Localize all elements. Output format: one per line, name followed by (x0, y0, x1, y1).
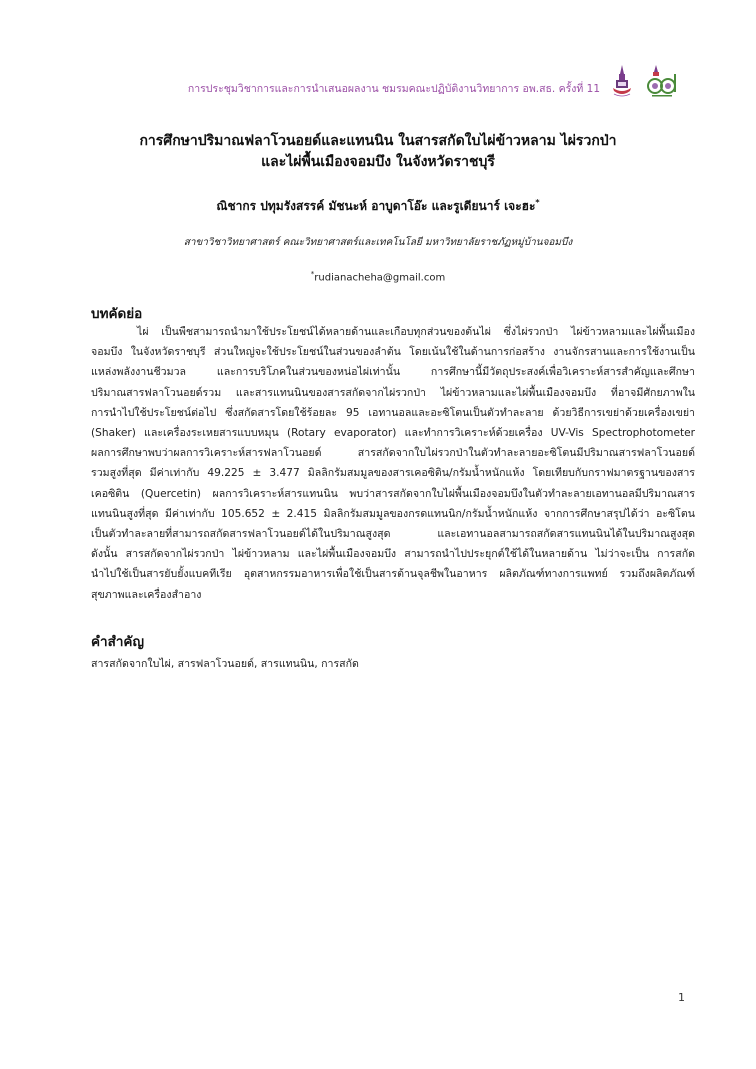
corresponding-author-mark: * (535, 198, 540, 207)
abstract-line: จอมบึง ในจังหวัดราชบุรี ส่วนใหญ่จะใช้ประโยชน์ในส่วนของลำต้น โดยเน้นใช้ในด้านการก่อสร้าง งานจักรสานและการใช้งานเป็น (91, 346, 695, 359)
rspg-anniversary-logo (646, 64, 674, 100)
title-line-1: การศึกษาปริมาณฟลาโวนอยด์และแทนนิน ในสารสกัดใบไผ่ข้าวหลาม ไผ่รวกป่า (139, 133, 617, 149)
abstract-line: สุขภาพและเครื่องสำอาง (91, 588, 202, 601)
affiliation: สาขาวิชาวิทยาศาสตร์ คณะวิทยาศาสตร์และเทคโนโลยี มหาวิทยาลัยราชภัฏหมู่บ้านจอมบึง (183, 237, 573, 248)
abstract-line: เป็นตัวทำละลายที่สามารถสกัดสารฟลาโวนอยด์ได้ในปริมาณสูงสุด และเอทานอลสามารถสกัดสารแทนนินได้ในปริมาณสูงสุด (91, 528, 695, 541)
page-number: 1 (678, 991, 685, 1004)
author-list (0, 197, 756, 216)
paper-title (0, 131, 756, 173)
abstract-line: การนำไปใช้ประโยชน์ต่อไป ซึ่งสกัดสารโดยใช้ร้อยละ 95 เอทานอลและอะซิโตนเป็นตัวทำละลาย ด้วยวิธีการเขย่าด้วยเครื่องเขย่า (91, 406, 695, 419)
abstract-heading: บทคัดย่อ (91, 306, 143, 322)
abstract-body (91, 322, 695, 605)
abstract-line: แหล่งพลังงานชีวมวล และการบริโภคในส่วนของหน่อไผ่เท่านั้น การศึกษานี้มีวัตถุประสงค์เพื่อวิเคราะห์สารสำคัญและศึกษา (91, 366, 695, 379)
email-address[interactable]: rudianacheha@gmail.com (314, 272, 446, 284)
abstract-line: ไผ่ เป็นพืชสามารถนำมาใช้ประโยชน์ได้หลายด้านและเกือบทุกส่วนของต้นไผ่ ซึ่งไผ่รวกป่า ไผ่ข้าวหลามและไผ่พื้นเมือง (137, 326, 695, 338)
abstract-line: (Shaker) และเครื่องระเหยสารแบบหมุน (Rotary evaporator) และทำการวิเคราะห์ด้วยเครื่อง UV-Vis Spectrophotometer (91, 427, 695, 440)
authors-text: ณิชากร ปทุมรังสรรค์ มัชนะห์ อาบูดาโอ๊ะ และรูเดียนาร์ เจะฮะ (216, 199, 536, 213)
abstract-line: ผลการศึกษาพบว่าผลการวิเคราะห์สารฟลาโวนอยด์ สารสกัดจากใบไผ่รวกป่าในตัวทำละลายอะซิโตนมีปริมาณสารฟลาโวนอยด์ (91, 447, 695, 460)
abstract-line: ปริมาณสารฟลาโวนอยด์รวม และสารแทนนินของสารสกัดจากไผ่รวกป่า ไผ่ข้าวหลามและไผ่พื้นเมืองจอมบึง ที่อาจมีศักยภาพใน (91, 386, 695, 399)
keywords-text: สารสกัดจากใบไผ่, สารฟลาโวนอยด์, สารแทนนิน, การสกัด (91, 658, 359, 670)
abstract-line: ดังนั้น สารสกัดจากไผ่รวกป่า ไผ่ข้าวหลาม และไผ่พื้นเมืองจอมบึง สามารถนำไปประยุกต์ใช้ได้ในหลายด้าน ไม่ว่าจะเป็น การสกัด (91, 548, 695, 561)
keywords-heading: คำสำคัญ (91, 634, 144, 650)
abstract-line: รวมสูงที่สุด มีค่าเท่ากับ 49.225 ± 3.477 มิลลิกรัมสมมูลของสารเคอซิติน/กรัมน้ำหนักแห้ง โดยเทียบกับกราฟมาตรฐานของสาร (91, 467, 695, 480)
title-line-2: และไผ่พื้นเมืองจอมบึง ในจังหวัดราชบุรี (261, 154, 495, 170)
contact-email (0, 270, 756, 283)
abstract-line: เคอซิติน (Quercetin) ผลการวิเคราะห์สารแทนนิน พบว่าสารสกัดจากใบไผ่พื้นเมืองจอมบึงในตัวทำละลายเอทานอลมีปริมาณสาร (91, 487, 695, 500)
email-mark: * (310, 270, 315, 278)
abstract-line: แทนนินสูงที่สุด มีค่าเท่ากับ 105.652 ± 2.415 มิลลิกรัมสมมูลของกรดแทนนิก/กรัมน้ำหนักแห้ง จากการศึกษาสรุปได้ว่า อะซิโตน (91, 507, 695, 520)
header-logos (608, 64, 674, 100)
conference-header: การประชุมวิชาการและการนำเสนอผลงาน ชมรมคณะปฏิบัติงานวิทยาการ อพ.สธ. ครั้งที่ 11 (187, 83, 600, 95)
abstract-line: นำไปใช้เป็นสารยับยั้งแบคทีเรีย อุตสาหกรรมอาหารเพื่อใช้เป็นสารต้านจุลชีพในอาหาร ผลิตภัณฑ์ทางการแพทย์ รวมถึงผลิตภัณฑ์ (91, 568, 695, 581)
university-crest-logo (608, 64, 636, 100)
